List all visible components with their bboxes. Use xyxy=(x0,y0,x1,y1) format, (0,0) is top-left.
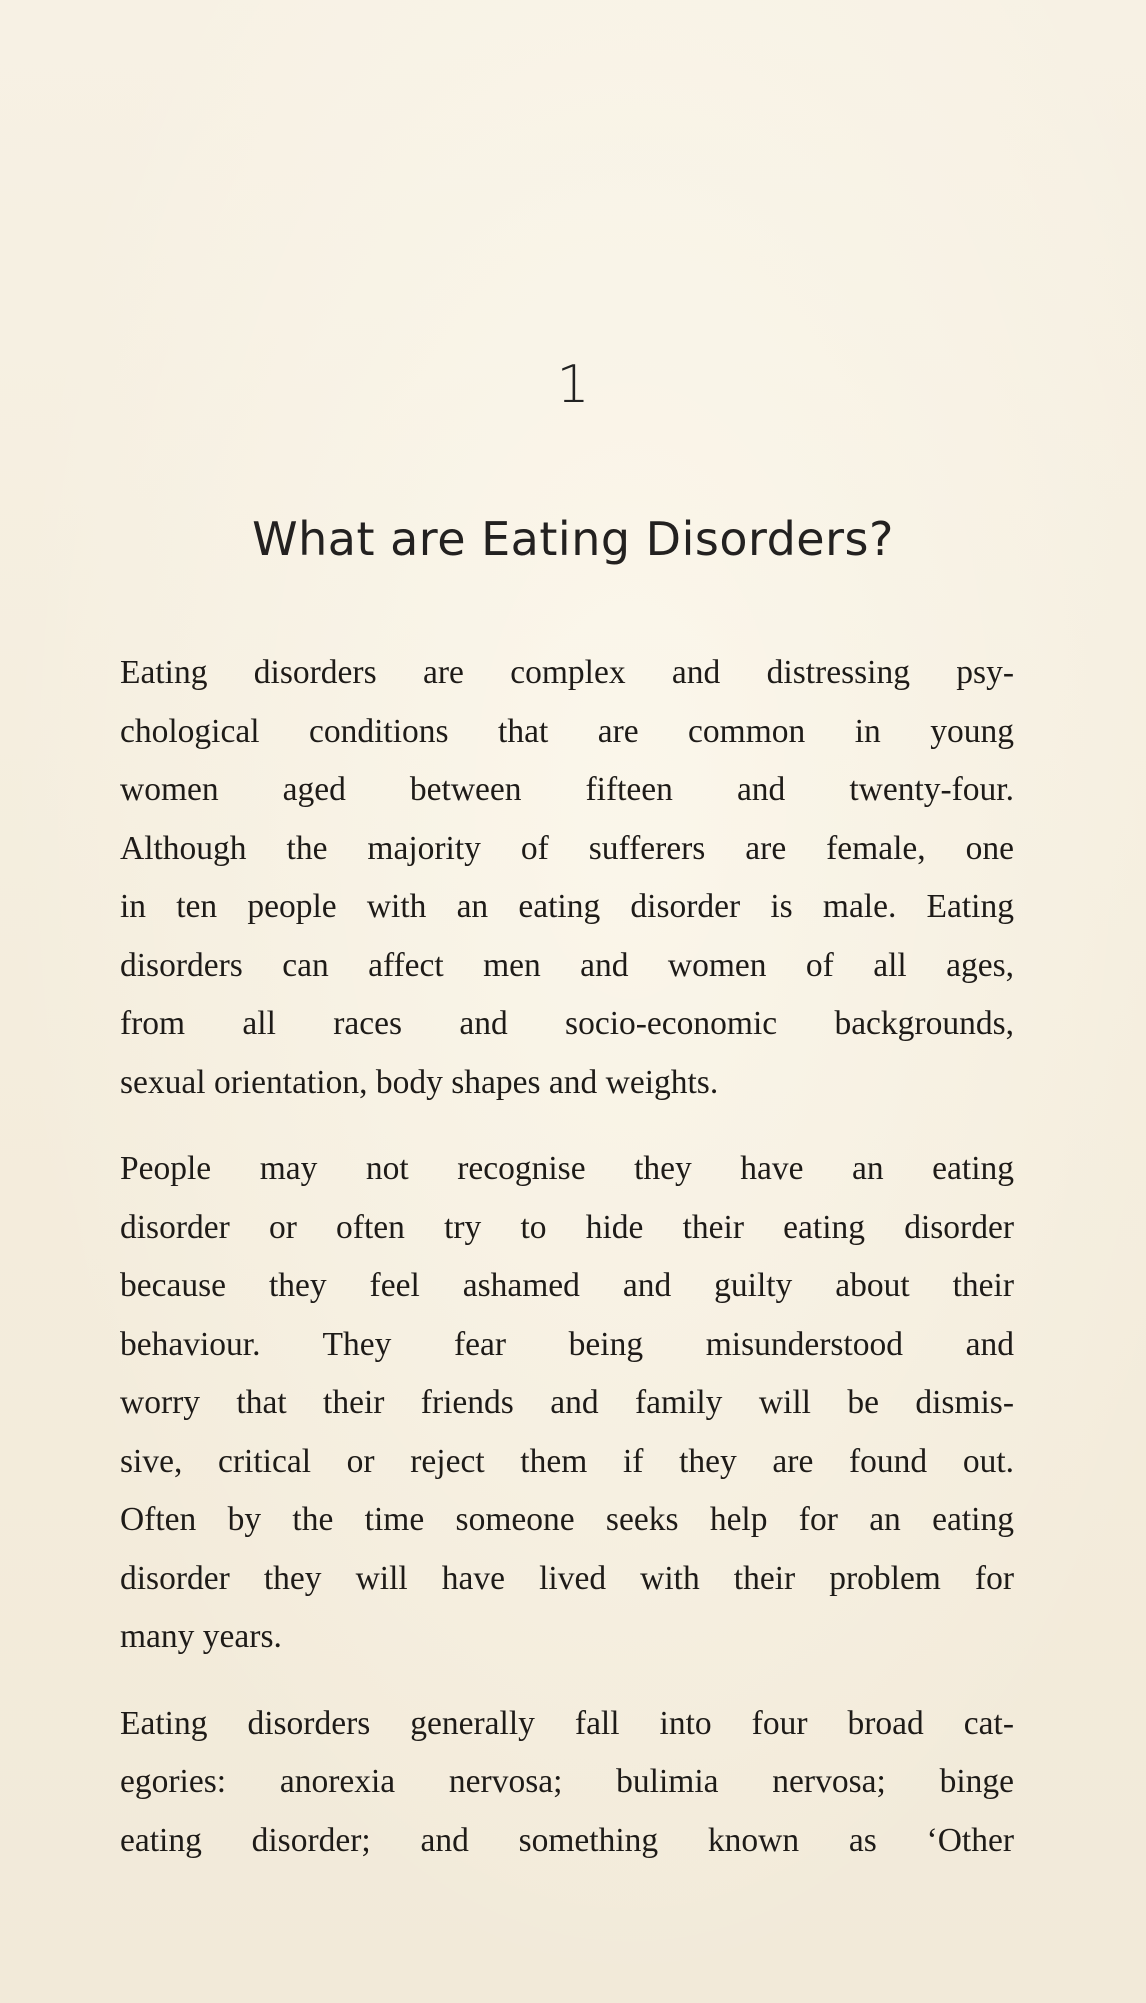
text-line: disorder or often try to hide their eating disorder xyxy=(120,1208,1014,1246)
text-line: chological conditions that are common in young xyxy=(120,712,1014,750)
text-line: worry that their friends and family will be dismis- xyxy=(120,1384,1014,1421)
text-line: women aged between fifteen and twenty-four. xyxy=(120,771,1014,808)
text-line: sive, critical or reject them if they are found out. xyxy=(120,1442,1014,1480)
text-line: People may not recognise they have an eating xyxy=(120,1150,1014,1187)
text-line: behaviour. They fear being misunderstood and xyxy=(120,1325,1014,1363)
body-text xyxy=(120,644,1014,1898)
text-line: Eating disorders generally fall into four broad cat- xyxy=(120,1704,1014,1742)
paragraph-2 xyxy=(120,1140,1014,1667)
text-line: Although the majority of sufferers are female, one xyxy=(120,829,1014,867)
chapter-number: 1 xyxy=(556,355,590,415)
text-line: Often by the time someone seeks help for an eating xyxy=(120,1501,1014,1538)
paragraph-3 xyxy=(120,1695,1014,1871)
text-line: many years. xyxy=(120,1618,282,1655)
text-line: Eating disorders are complex and distressing psy- xyxy=(120,654,1014,691)
chapter-title: What are Eating Disorders? xyxy=(252,512,894,566)
text-line: eating disorder; and something known as ‘Other xyxy=(120,1821,1014,1859)
paragraph-1 xyxy=(120,644,1014,1112)
text-line: in ten people with an eating disorder is male. Eating xyxy=(120,888,1014,925)
text-line: egories: anorexia nervosa; bulimia nervosa; binge xyxy=(120,1763,1014,1800)
text-line: from all races and socio-economic backgrounds, xyxy=(120,1005,1014,1042)
text-line: sexual orientation, body shapes and weights. xyxy=(120,1063,719,1101)
text-line: disorders can affect men and women of all ages, xyxy=(120,946,1014,984)
text-line: disorder they will have lived with their problem for xyxy=(120,1559,1014,1597)
text-line: because they feel ashamed and guilty about their xyxy=(120,1267,1014,1304)
